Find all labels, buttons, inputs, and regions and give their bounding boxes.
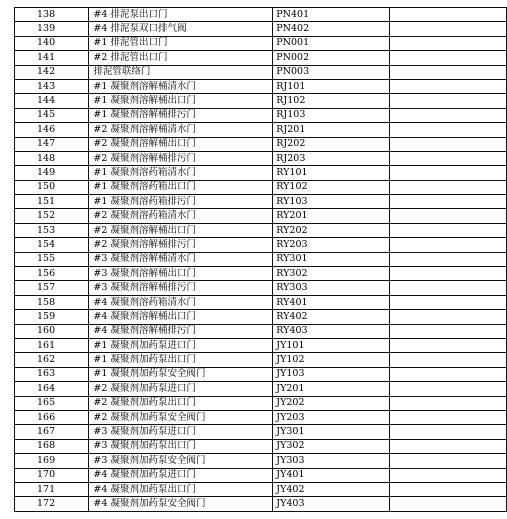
valve-name-cell: #1 凝聚剂加药泵进口门 xyxy=(89,338,273,352)
table-row xyxy=(15,36,507,50)
valve-name-cell: #1 排泥管出口门 xyxy=(89,36,273,50)
table-row xyxy=(15,8,507,22)
valve-code-cell: RY401 xyxy=(273,295,390,309)
remark-cell xyxy=(389,8,506,22)
table-row xyxy=(15,310,507,324)
valve-code-cell: RJ201 xyxy=(273,123,390,137)
valve-code-cell: JY301 xyxy=(273,425,390,439)
valve-code-cell: JY302 xyxy=(273,439,390,453)
valve-name-cell: #2 凝聚剂溶解桶清水门 xyxy=(89,123,273,137)
remark-cell xyxy=(389,238,506,252)
row-number-cell: 163 xyxy=(15,367,89,381)
remark-cell xyxy=(389,310,506,324)
valve-name-cell: #2 凝聚剂加药泵出口门 xyxy=(89,396,273,410)
remark-cell xyxy=(389,295,506,309)
valve-name-cell: #4 凝聚剂溶解桶出口门 xyxy=(89,310,273,324)
valve-name-cell: #4 排泥泵出口门 xyxy=(89,8,273,22)
valve-name-cell: #2 凝聚剂加药泵进口门 xyxy=(89,382,273,396)
valve-name-cell: #3 凝聚剂加药泵出口门 xyxy=(89,439,273,453)
row-number-cell: 145 xyxy=(15,108,89,122)
remark-cell xyxy=(389,209,506,223)
remark-cell xyxy=(389,497,506,511)
valve-code-cell: RY302 xyxy=(273,267,390,281)
table-row xyxy=(15,482,507,496)
valve-code-cell: RJ101 xyxy=(273,79,390,93)
valve-code-cell: PN001 xyxy=(273,36,390,50)
row-number-cell: 171 xyxy=(15,482,89,496)
valve-name-cell: #3 凝聚剂溶解桶排污门 xyxy=(89,281,273,295)
remark-cell xyxy=(389,281,506,295)
remark-cell xyxy=(389,439,506,453)
valve-code-cell: JY103 xyxy=(273,367,390,381)
table-row xyxy=(15,79,507,93)
table-row xyxy=(15,497,507,511)
table-row xyxy=(15,281,507,295)
remark-cell xyxy=(389,51,506,65)
remark-cell xyxy=(389,267,506,281)
table-row xyxy=(15,51,507,65)
valve-name-cell: #2 凝聚剂溶解桶出口门 xyxy=(89,223,273,237)
valve-code-cell: RJ202 xyxy=(273,137,390,151)
table-row xyxy=(15,180,507,194)
valve-code-cell: PN003 xyxy=(273,65,390,79)
valve-name-cell: #4 凝聚剂加药泵出口门 xyxy=(89,482,273,496)
valve-name-cell: #4 凝聚剂溶药箱清水门 xyxy=(89,295,273,309)
valve-code-cell: RJ203 xyxy=(273,151,390,165)
row-number-cell: 164 xyxy=(15,382,89,396)
valve-code-cell: RY303 xyxy=(273,281,390,295)
valve-name-cell: #1 凝聚剂溶药箱出口门 xyxy=(89,180,273,194)
row-number-cell: 159 xyxy=(15,310,89,324)
valve-code-cell: RY201 xyxy=(273,209,390,223)
valve-name-cell: #1 凝聚剂溶药箱排污门 xyxy=(89,195,273,209)
valve-name-cell: #3 凝聚剂溶解桶清水门 xyxy=(89,252,273,266)
remark-cell xyxy=(389,166,506,180)
remark-cell xyxy=(389,396,506,410)
row-number-cell: 166 xyxy=(15,410,89,424)
valve-name-cell: #2 凝聚剂溶解桶排污门 xyxy=(89,238,273,252)
valve-name-cell: #3 凝聚剂溶解桶出口门 xyxy=(89,267,273,281)
valve-name-cell: 排泥管联络门 xyxy=(89,65,273,79)
table-row xyxy=(15,108,507,122)
valve-name-cell: #1 凝聚剂溶解桶出口门 xyxy=(89,94,273,108)
remark-cell xyxy=(389,338,506,352)
remark-cell xyxy=(389,482,506,496)
valve-code-cell: RY101 xyxy=(273,166,390,180)
valve-code-cell: JY201 xyxy=(273,382,390,396)
row-number-cell: 140 xyxy=(15,36,89,50)
table-row xyxy=(15,65,507,79)
valve-name-cell: #3 凝聚剂加药泵安全阀门 xyxy=(89,454,273,468)
valve-name-cell: #4 凝聚剂溶解桶排污门 xyxy=(89,324,273,338)
remark-cell xyxy=(389,252,506,266)
valve-name-cell: #1 凝聚剂溶解桶清水门 xyxy=(89,79,273,93)
valve-code-cell: RY403 xyxy=(273,324,390,338)
valve-code-cell: JY102 xyxy=(273,353,390,367)
table-row xyxy=(15,267,507,281)
valve-code-cell: RJ102 xyxy=(273,94,390,108)
valve-name-cell: #1 凝聚剂加药泵安全阀门 xyxy=(89,367,273,381)
row-number-cell: 138 xyxy=(15,8,89,22)
valve-code-cell: JY203 xyxy=(273,410,390,424)
table-row xyxy=(15,94,507,108)
row-number-cell: 139 xyxy=(15,22,89,36)
row-number-cell: 162 xyxy=(15,353,89,367)
row-number-cell: 160 xyxy=(15,324,89,338)
remark-cell xyxy=(389,410,506,424)
valve-name-cell: #2 凝聚剂加药泵安全阀门 xyxy=(89,410,273,424)
row-number-cell: 153 xyxy=(15,223,89,237)
valve-name-cell: #4 凝聚剂加药泵进口门 xyxy=(89,468,273,482)
valve-name-cell: #2 排泥管出口门 xyxy=(89,51,273,65)
valve-code-cell: RY103 xyxy=(273,195,390,209)
remark-cell xyxy=(389,223,506,237)
valve-list-table xyxy=(14,7,507,512)
table-row xyxy=(15,137,507,151)
table-row xyxy=(15,123,507,137)
row-number-cell: 142 xyxy=(15,65,89,79)
row-number-cell: 144 xyxy=(15,94,89,108)
valve-name-cell: #2 凝聚剂溶药箱清水门 xyxy=(89,209,273,223)
row-number-cell: 169 xyxy=(15,454,89,468)
valve-name-cell: #1 凝聚剂溶解桶排污门 xyxy=(89,108,273,122)
valve-code-cell: RY402 xyxy=(273,310,390,324)
table-row xyxy=(15,353,507,367)
row-number-cell: 149 xyxy=(15,166,89,180)
table-row xyxy=(15,382,507,396)
row-number-cell: 154 xyxy=(15,238,89,252)
valve-code-cell: RY203 xyxy=(273,238,390,252)
valve-name-cell: #2 凝聚剂溶解桶排污门 xyxy=(89,151,273,165)
table-row xyxy=(15,223,507,237)
remark-cell xyxy=(389,425,506,439)
row-number-cell: 156 xyxy=(15,267,89,281)
table-row xyxy=(15,338,507,352)
table-row xyxy=(15,22,507,36)
remark-cell xyxy=(389,382,506,396)
valve-code-cell: PN402 xyxy=(273,22,390,36)
valve-name-cell: #4 凝聚剂加药泵安全阀门 xyxy=(89,497,273,511)
table-row xyxy=(15,151,507,165)
remark-cell xyxy=(389,22,506,36)
valve-name-cell: #3 凝聚剂加药泵进口门 xyxy=(89,425,273,439)
row-number-cell: 143 xyxy=(15,79,89,93)
table-row xyxy=(15,468,507,482)
row-number-cell: 150 xyxy=(15,180,89,194)
valve-code-cell: RY301 xyxy=(273,252,390,266)
remark-cell xyxy=(389,195,506,209)
remark-cell xyxy=(389,353,506,367)
table-row xyxy=(15,396,507,410)
table-row xyxy=(15,238,507,252)
valve-code-cell: RY202 xyxy=(273,223,390,237)
row-number-cell: 141 xyxy=(15,51,89,65)
valve-code-cell: PN401 xyxy=(273,8,390,22)
table-row xyxy=(15,295,507,309)
valve-code-cell: JY402 xyxy=(273,482,390,496)
row-number-cell: 167 xyxy=(15,425,89,439)
row-number-cell: 168 xyxy=(15,439,89,453)
row-number-cell: 148 xyxy=(15,151,89,165)
row-number-cell: 161 xyxy=(15,338,89,352)
valve-name-cell: #1 凝聚剂加药泵出口门 xyxy=(89,353,273,367)
remark-cell xyxy=(389,324,506,338)
remark-cell xyxy=(389,454,506,468)
row-number-cell: 147 xyxy=(15,137,89,151)
row-number-cell: 172 xyxy=(15,497,89,511)
row-number-cell: 155 xyxy=(15,252,89,266)
remark-cell xyxy=(389,367,506,381)
remark-cell xyxy=(389,108,506,122)
valve-code-cell: JY303 xyxy=(273,454,390,468)
row-number-cell: 151 xyxy=(15,195,89,209)
valve-code-cell: RY102 xyxy=(273,180,390,194)
remark-cell xyxy=(389,151,506,165)
remark-cell xyxy=(389,468,506,482)
table-row xyxy=(15,425,507,439)
row-number-cell: 158 xyxy=(15,295,89,309)
valve-code-cell: RJ103 xyxy=(273,108,390,122)
row-number-cell: 152 xyxy=(15,209,89,223)
table-row xyxy=(15,252,507,266)
valve-name-cell: #1 凝聚剂溶药箱清水门 xyxy=(89,166,273,180)
remark-cell xyxy=(389,180,506,194)
valve-code-cell: JY403 xyxy=(273,497,390,511)
valve-code-cell: JY202 xyxy=(273,396,390,410)
table-row xyxy=(15,454,507,468)
table-row xyxy=(15,439,507,453)
valve-code-cell: JY401 xyxy=(273,468,390,482)
remark-cell xyxy=(389,94,506,108)
row-number-cell: 170 xyxy=(15,468,89,482)
row-number-cell: 157 xyxy=(15,281,89,295)
table-row xyxy=(15,410,507,424)
remark-cell xyxy=(389,137,506,151)
row-number-cell: 165 xyxy=(15,396,89,410)
table-row xyxy=(15,209,507,223)
row-number-cell: 146 xyxy=(15,123,89,137)
remark-cell xyxy=(389,65,506,79)
valve-list-body xyxy=(15,8,507,512)
valve-name-cell: #4 排泥泵双口排气阀 xyxy=(89,22,273,36)
table-row xyxy=(15,367,507,381)
remark-cell xyxy=(389,79,506,93)
valve-code-cell: JY101 xyxy=(273,338,390,352)
table-row xyxy=(15,166,507,180)
table-row xyxy=(15,195,507,209)
table-row xyxy=(15,324,507,338)
remark-cell xyxy=(389,36,506,50)
remark-cell xyxy=(389,123,506,137)
valve-name-cell: #2 凝聚剂溶解桶出口门 xyxy=(89,137,273,151)
valve-code-cell: PN002 xyxy=(273,51,390,65)
